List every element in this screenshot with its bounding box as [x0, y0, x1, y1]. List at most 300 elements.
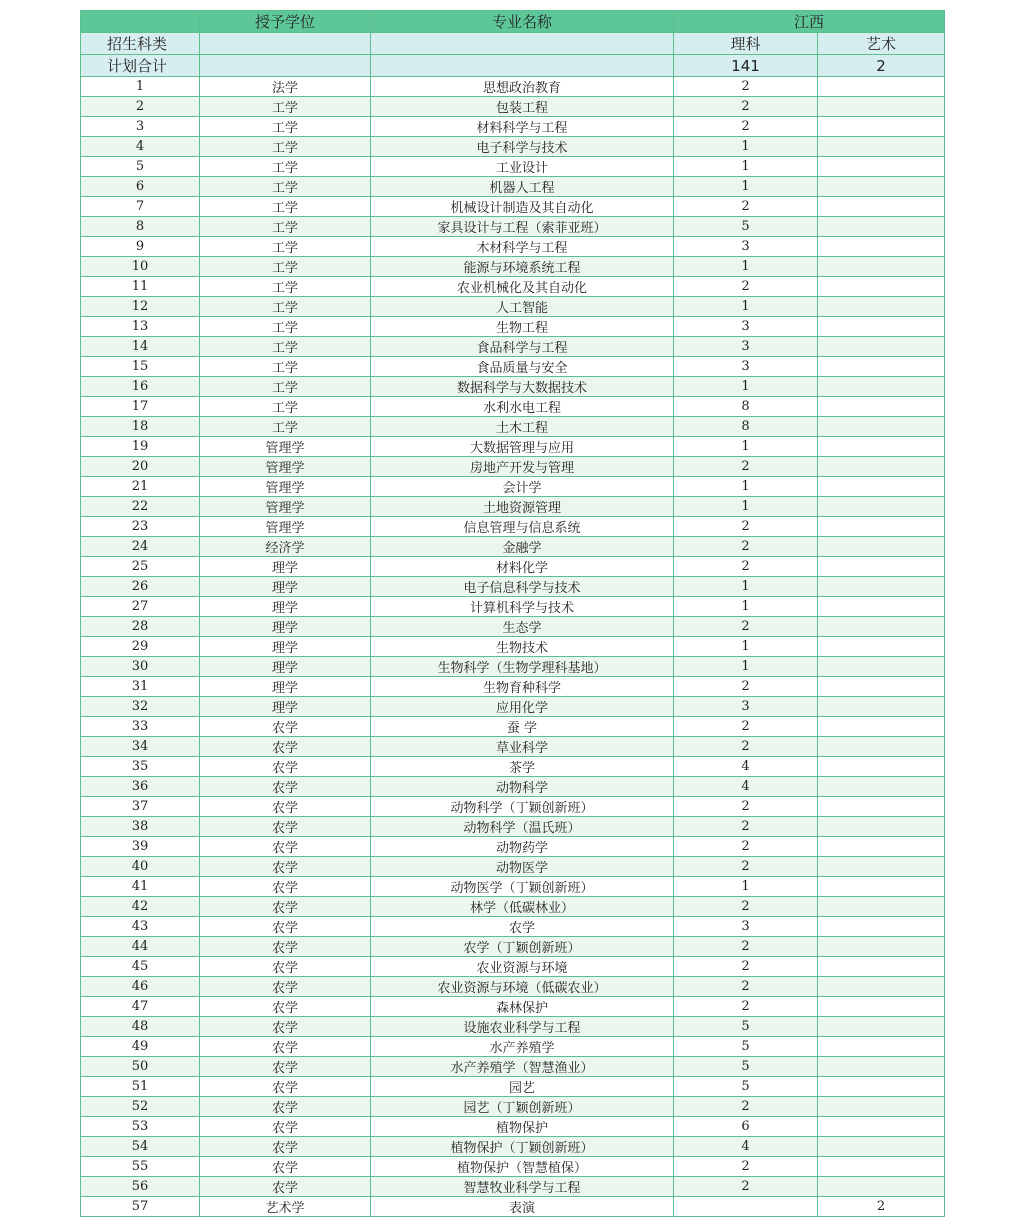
- row-science-count: 6: [674, 1117, 818, 1137]
- table-row: [81, 77, 945, 97]
- row-major: 生物技术: [371, 637, 674, 657]
- row-degree: 工学: [200, 277, 371, 297]
- row-major: 机械设计制造及其自动化: [371, 197, 674, 217]
- row-science-count: 2: [674, 937, 818, 957]
- row-major: 计算机科学与技术: [371, 597, 674, 617]
- row-number: 53: [81, 1117, 200, 1137]
- row-number: 35: [81, 757, 200, 777]
- row-science-count: 2: [674, 77, 818, 97]
- table-row: [81, 197, 945, 217]
- row-major: 森林保护: [371, 997, 674, 1017]
- row-science-count: 2: [674, 837, 818, 857]
- row-degree: 艺术学: [200, 1197, 371, 1217]
- row-degree: 农学: [200, 1177, 371, 1197]
- row-degree: 农学: [200, 757, 371, 777]
- row-number: 56: [81, 1177, 200, 1197]
- row-major: 数据科学与大数据技术: [371, 377, 674, 397]
- row-degree: 管理学: [200, 477, 371, 497]
- row-art-count: [818, 437, 945, 457]
- row-number: 41: [81, 877, 200, 897]
- table-row: [81, 537, 945, 557]
- row-number: 42: [81, 897, 200, 917]
- row-science-count: 2: [674, 717, 818, 737]
- table-row: [81, 117, 945, 137]
- row-degree: 农学: [200, 717, 371, 737]
- row-major: 茶学: [371, 757, 674, 777]
- row-major: 园艺: [371, 1077, 674, 1097]
- row-degree: 农学: [200, 957, 371, 977]
- row-degree: 工学: [200, 357, 371, 377]
- row-art-count: [818, 137, 945, 157]
- row-science-count: 1: [674, 637, 818, 657]
- row-number: 55: [81, 1157, 200, 1177]
- row-number: 10: [81, 257, 200, 277]
- table-row: [81, 877, 945, 897]
- table-row: [81, 297, 945, 317]
- row-major: 食品质量与安全: [371, 357, 674, 377]
- row-major: 蚕 学: [371, 717, 674, 737]
- row-science-count: 8: [674, 417, 818, 437]
- row-art-count: [818, 677, 945, 697]
- row-major: 动物药学: [371, 837, 674, 857]
- row-art-count: [818, 517, 945, 537]
- row-art-count: [818, 1077, 945, 1097]
- row-science-count: 1: [674, 137, 818, 157]
- row-number: 33: [81, 717, 200, 737]
- row-degree: 理学: [200, 677, 371, 697]
- row-art-count: [818, 917, 945, 937]
- row-degree: 理学: [200, 657, 371, 677]
- table-row: [81, 697, 945, 717]
- row-art-count: [818, 497, 945, 517]
- row-number: 22: [81, 497, 200, 517]
- row-number: 5: [81, 157, 200, 177]
- total-row: [81, 55, 945, 77]
- row-degree: 农学: [200, 917, 371, 937]
- row-science-count: 1: [674, 577, 818, 597]
- row-art-count: [818, 1017, 945, 1037]
- row-major: 智慧牧业科学与工程: [371, 1177, 674, 1197]
- row-art-count: [818, 317, 945, 337]
- row-art-count: [818, 557, 945, 577]
- row-major: 农业资源与环境（低碳农业）: [371, 977, 674, 997]
- row-number: 36: [81, 777, 200, 797]
- header-row-2: [81, 33, 945, 55]
- row-number: 32: [81, 697, 200, 717]
- row-major: 材料科学与工程: [371, 117, 674, 137]
- row-degree: 农学: [200, 877, 371, 897]
- table-row: [81, 457, 945, 477]
- row-number: 54: [81, 1137, 200, 1157]
- row-major: 土地资源管理: [371, 497, 674, 517]
- row-art-count: [818, 477, 945, 497]
- row-art-count: [818, 1157, 945, 1177]
- row-number: 47: [81, 997, 200, 1017]
- row-degree: 工学: [200, 297, 371, 317]
- row-art-count: [818, 577, 945, 597]
- row-science-count: 4: [674, 1137, 818, 1157]
- row-major: 机器人工程: [371, 177, 674, 197]
- row-degree: 农学: [200, 1077, 371, 1097]
- row-degree: 农学: [200, 1017, 371, 1037]
- table-row: [81, 377, 945, 397]
- row-art-count: [818, 77, 945, 97]
- row-degree: 工学: [200, 257, 371, 277]
- row-major: 应用化学: [371, 697, 674, 717]
- table-row: [81, 817, 945, 837]
- row-degree: 农学: [200, 857, 371, 877]
- row-art-count: [818, 297, 945, 317]
- row-degree: 农学: [200, 1117, 371, 1137]
- row-art-count: [818, 257, 945, 277]
- row-major: 植物保护: [371, 1117, 674, 1137]
- row-number: 12: [81, 297, 200, 317]
- row-science-count: 2: [674, 537, 818, 557]
- row-science-count: 1: [674, 497, 818, 517]
- row-number: 3: [81, 117, 200, 137]
- row-art-count: [818, 537, 945, 557]
- row-number: 51: [81, 1077, 200, 1097]
- row-number: 11: [81, 277, 200, 297]
- row-number: 39: [81, 837, 200, 857]
- table-row: [81, 757, 945, 777]
- row-science-count: 1: [674, 437, 818, 457]
- row-science-count: 1: [674, 257, 818, 277]
- empty-cell: [371, 33, 674, 55]
- row-number: 43: [81, 917, 200, 937]
- row-degree: 工学: [200, 337, 371, 357]
- row-art-count: [818, 217, 945, 237]
- row-science-count: 2: [674, 1157, 818, 1177]
- row-science-count: 2: [674, 197, 818, 217]
- row-number: 34: [81, 737, 200, 757]
- row-major: 电子科学与技术: [371, 137, 674, 157]
- row-art-count: [818, 277, 945, 297]
- row-degree: 工学: [200, 177, 371, 197]
- row-major: 林学（低碳林业）: [371, 897, 674, 917]
- table-row: [81, 1177, 945, 1197]
- table-row: [81, 217, 945, 237]
- corner-cell: [81, 11, 200, 33]
- row-science-count: 2: [674, 117, 818, 137]
- row-science-count: 1: [674, 377, 818, 397]
- row-science-count: 8: [674, 397, 818, 417]
- row-art-count: [818, 897, 945, 917]
- row-degree: 工学: [200, 197, 371, 217]
- row-art-count: 2: [818, 1197, 945, 1217]
- row-number: 28: [81, 617, 200, 637]
- table-row: [81, 317, 945, 337]
- row-number: 17: [81, 397, 200, 417]
- row-art-count: [818, 637, 945, 657]
- row-number: 21: [81, 477, 200, 497]
- row-science-count: 5: [674, 1077, 818, 1097]
- row-science-count: 2: [674, 817, 818, 837]
- row-major: 信息管理与信息系统: [371, 517, 674, 537]
- row-art-count: [818, 997, 945, 1017]
- row-number: 18: [81, 417, 200, 437]
- row-art-count: [818, 657, 945, 677]
- row-major: 水产养殖学: [371, 1037, 674, 1057]
- row-science-count: 4: [674, 757, 818, 777]
- row-number: 2: [81, 97, 200, 117]
- table-row: [81, 777, 945, 797]
- row-major: 设施农业科学与工程: [371, 1017, 674, 1037]
- table-row: [81, 557, 945, 577]
- row-number: 38: [81, 817, 200, 837]
- row-number: 6: [81, 177, 200, 197]
- row-art-count: [818, 1177, 945, 1197]
- row-major: 农业机械化及其自动化: [371, 277, 674, 297]
- row-major: 表演: [371, 1197, 674, 1217]
- row-science-count: 2: [674, 897, 818, 917]
- row-art-count: [818, 717, 945, 737]
- table-row: [81, 597, 945, 617]
- row-major: 农业资源与环境: [371, 957, 674, 977]
- row-art-count: [818, 237, 945, 257]
- row-number: 1: [81, 77, 200, 97]
- row-art-count: [818, 597, 945, 617]
- row-art-count: [818, 97, 945, 117]
- row-degree: 农学: [200, 977, 371, 997]
- row-major: 农学（丁颖创新班）: [371, 937, 674, 957]
- row-major: 植物保护（智慧植保）: [371, 1157, 674, 1177]
- row-degree: 工学: [200, 317, 371, 337]
- row-science-count: 2: [674, 97, 818, 117]
- row-science-count: [674, 1197, 818, 1217]
- row-art-count: [818, 1037, 945, 1057]
- row-degree: 理学: [200, 637, 371, 657]
- row-art-count: [818, 1117, 945, 1137]
- row-number: 24: [81, 537, 200, 557]
- category-label: 招生科类: [81, 33, 200, 55]
- row-major: 包装工程: [371, 97, 674, 117]
- row-number: 8: [81, 217, 200, 237]
- row-science-count: 3: [674, 697, 818, 717]
- row-degree: 农学: [200, 1157, 371, 1177]
- row-number: 44: [81, 937, 200, 957]
- table-row: [81, 1077, 945, 1097]
- total-label: 计划合计: [81, 55, 200, 77]
- row-number: 16: [81, 377, 200, 397]
- table-row: [81, 957, 945, 977]
- row-major: 水利水电工程: [371, 397, 674, 417]
- row-art-count: [818, 1137, 945, 1157]
- row-major: 思想政治教育: [371, 77, 674, 97]
- row-number: 52: [81, 1097, 200, 1117]
- row-major: 农学: [371, 917, 674, 937]
- row-art-count: [818, 157, 945, 177]
- row-science-count: 1: [674, 297, 818, 317]
- row-degree: 农学: [200, 837, 371, 857]
- row-number: 7: [81, 197, 200, 217]
- row-science-count: 2: [674, 277, 818, 297]
- table-row: [81, 1137, 945, 1157]
- row-degree: 工学: [200, 417, 371, 437]
- degree-header: 授予学位: [200, 11, 371, 33]
- row-major: 园艺（丁颖创新班）: [371, 1097, 674, 1117]
- total-art: 2: [818, 55, 945, 77]
- row-science-count: 1: [674, 177, 818, 197]
- row-science-count: 2: [674, 737, 818, 757]
- row-degree: 理学: [200, 617, 371, 637]
- row-degree: 农学: [200, 777, 371, 797]
- table-row: [81, 677, 945, 697]
- row-art-count: [818, 857, 945, 877]
- row-number: 46: [81, 977, 200, 997]
- row-number: 50: [81, 1057, 200, 1077]
- table-row: [81, 1057, 945, 1077]
- row-art-count: [818, 1057, 945, 1077]
- row-science-count: 2: [674, 617, 818, 637]
- row-art-count: [818, 397, 945, 417]
- row-science-count: 2: [674, 957, 818, 977]
- row-degree: 管理学: [200, 517, 371, 537]
- row-degree: 理学: [200, 557, 371, 577]
- table-row: [81, 857, 945, 877]
- row-number: 45: [81, 957, 200, 977]
- row-degree: 管理学: [200, 457, 371, 477]
- row-major: 家具设计与工程（索菲亚班）: [371, 217, 674, 237]
- province-header: 江西: [674, 11, 945, 33]
- row-major: 会计学: [371, 477, 674, 497]
- row-science-count: 1: [674, 877, 818, 897]
- row-science-count: 3: [674, 317, 818, 337]
- row-art-count: [818, 457, 945, 477]
- row-art-count: [818, 817, 945, 837]
- row-number: 48: [81, 1017, 200, 1037]
- row-major: 生物工程: [371, 317, 674, 337]
- row-major: 生态学: [371, 617, 674, 637]
- row-art-count: [818, 957, 945, 977]
- row-degree: 法学: [200, 77, 371, 97]
- row-number: 4: [81, 137, 200, 157]
- table-row: [81, 897, 945, 917]
- table-row: [81, 1117, 945, 1137]
- row-science-count: 1: [674, 477, 818, 497]
- row-degree: 工学: [200, 397, 371, 417]
- row-science-count: 2: [674, 557, 818, 577]
- table-row: [81, 657, 945, 677]
- row-art-count: [818, 777, 945, 797]
- row-major: 动物医学: [371, 857, 674, 877]
- row-art-count: [818, 837, 945, 857]
- empty-cell: [200, 33, 371, 55]
- table-row: [81, 617, 945, 637]
- row-number: 19: [81, 437, 200, 457]
- row-number: 13: [81, 317, 200, 337]
- row-science-count: 4: [674, 777, 818, 797]
- table-row: [81, 917, 945, 937]
- row-science-count: 3: [674, 337, 818, 357]
- row-degree: 农学: [200, 1037, 371, 1057]
- row-major: 土木工程: [371, 417, 674, 437]
- row-science-count: 2: [674, 1097, 818, 1117]
- science-header: 理科: [674, 33, 818, 55]
- row-science-count: 2: [674, 457, 818, 477]
- row-art-count: [818, 377, 945, 397]
- row-science-count: 1: [674, 597, 818, 617]
- row-degree: 农学: [200, 1057, 371, 1077]
- row-major: 动物科学: [371, 777, 674, 797]
- row-major: 大数据管理与应用: [371, 437, 674, 457]
- row-degree: 管理学: [200, 437, 371, 457]
- table-row: [81, 797, 945, 817]
- table-row: [81, 97, 945, 117]
- table-row: [81, 157, 945, 177]
- row-major: 动物科学（丁颖创新班）: [371, 797, 674, 817]
- row-number: 40: [81, 857, 200, 877]
- table-row: [81, 637, 945, 657]
- row-major: 木材科学与工程: [371, 237, 674, 257]
- row-degree: 工学: [200, 157, 371, 177]
- row-number: 37: [81, 797, 200, 817]
- row-art-count: [818, 617, 945, 637]
- table-row: [81, 417, 945, 437]
- row-degree: 工学: [200, 237, 371, 257]
- row-degree: 农学: [200, 817, 371, 837]
- header-row-1: [81, 11, 945, 33]
- row-art-count: [818, 417, 945, 437]
- row-science-count: 5: [674, 1017, 818, 1037]
- table-row: [81, 397, 945, 417]
- row-science-count: 5: [674, 1057, 818, 1077]
- row-major: 能源与环境系统工程: [371, 257, 674, 277]
- row-number: 49: [81, 1037, 200, 1057]
- row-degree: 理学: [200, 577, 371, 597]
- empty-cell: [371, 55, 674, 77]
- row-major: 工业设计: [371, 157, 674, 177]
- row-art-count: [818, 1097, 945, 1117]
- table-row: [81, 937, 945, 957]
- row-science-count: 2: [674, 797, 818, 817]
- row-major: 动物科学（温氏班）: [371, 817, 674, 837]
- row-major: 材料化学: [371, 557, 674, 577]
- row-number: 14: [81, 337, 200, 357]
- table-row: [81, 1097, 945, 1117]
- table-row: [81, 717, 945, 737]
- total-science: 141: [674, 55, 818, 77]
- table-row: [81, 1157, 945, 1177]
- row-degree: 农学: [200, 897, 371, 917]
- row-art-count: [818, 357, 945, 377]
- row-degree: 经济学: [200, 537, 371, 557]
- row-number: 23: [81, 517, 200, 537]
- table-row: [81, 517, 945, 537]
- row-degree: 理学: [200, 597, 371, 617]
- row-degree: 农学: [200, 1097, 371, 1117]
- row-degree: 农学: [200, 737, 371, 757]
- row-science-count: 3: [674, 237, 818, 257]
- table-row: [81, 1037, 945, 1057]
- table-row: [81, 237, 945, 257]
- row-science-count: 3: [674, 917, 818, 937]
- table-row: [81, 177, 945, 197]
- row-art-count: [818, 797, 945, 817]
- row-major: 食品科学与工程: [371, 337, 674, 357]
- row-number: 25: [81, 557, 200, 577]
- row-degree: 工学: [200, 377, 371, 397]
- row-major: 水产养殖学（智慧渔业）: [371, 1057, 674, 1077]
- row-degree: 工学: [200, 117, 371, 137]
- row-science-count: 2: [674, 677, 818, 697]
- table-row: [81, 357, 945, 377]
- row-major: 植物保护（丁颖创新班）: [371, 1137, 674, 1157]
- row-degree: 农学: [200, 1137, 371, 1157]
- row-number: 30: [81, 657, 200, 677]
- table-row: [81, 437, 945, 457]
- row-major: 草业科学: [371, 737, 674, 757]
